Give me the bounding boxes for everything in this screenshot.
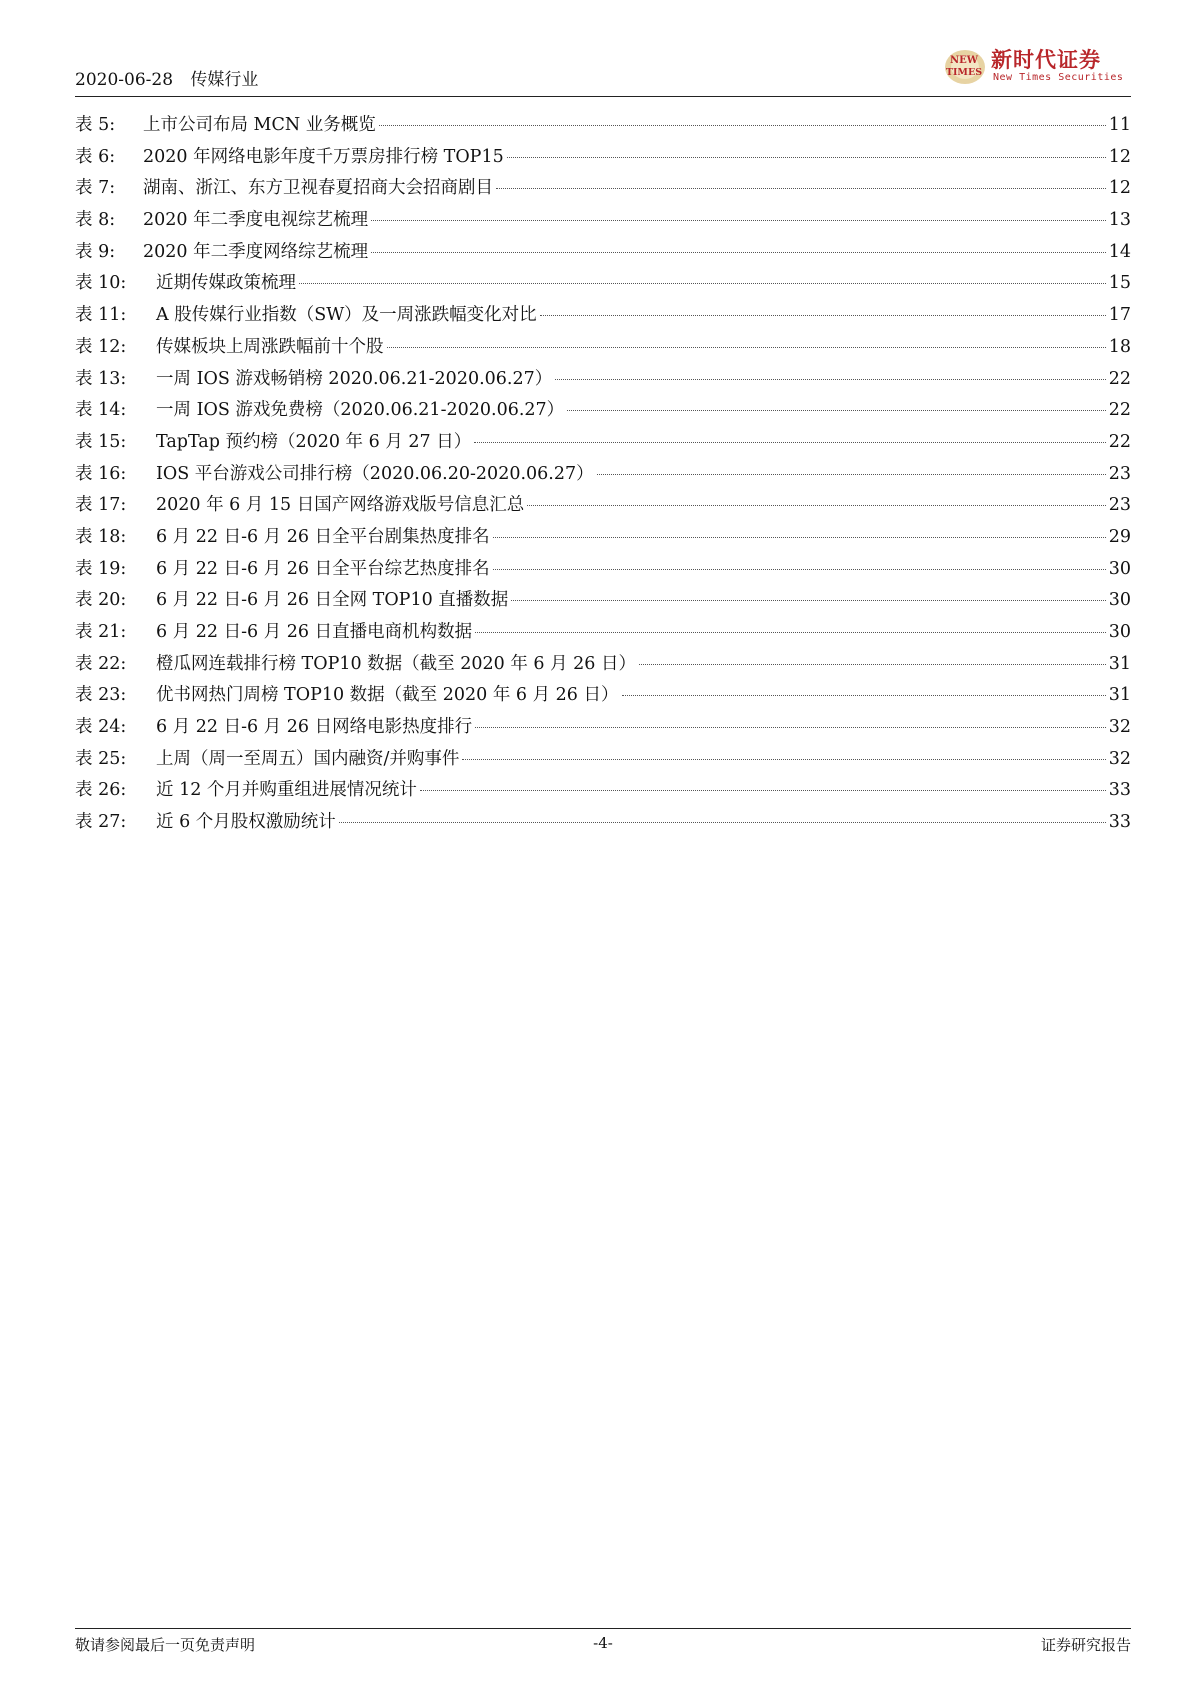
toc-dot-leader: [540, 315, 1106, 316]
toc-entry[interactable]: [75, 238, 1131, 270]
toc-entry-title[interactable]: TapTap 预约榜（2020 年 6 月 27 日）: [156, 431, 472, 452]
toc-entry[interactable]: [75, 428, 1131, 460]
toc-entry-page[interactable]: 17: [1108, 305, 1131, 326]
toc-dot-leader: [639, 664, 1106, 665]
toc-entry[interactable]: [75, 618, 1131, 650]
toc-entry[interactable]: [75, 460, 1131, 492]
toc-entry-page[interactable]: 31: [1108, 653, 1131, 674]
toc-entry-page[interactable]: 29: [1108, 526, 1131, 547]
logo-english-name: New Times Securities: [993, 72, 1124, 83]
toc-entry[interactable]: [75, 776, 1131, 808]
table-of-contents: [75, 111, 1131, 840]
toc-entry-label: 表 24:: [75, 717, 127, 738]
toc-entry-page[interactable]: 31: [1108, 685, 1131, 706]
toc-entry-page[interactable]: 12: [1108, 146, 1131, 167]
toc-entry[interactable]: [75, 111, 1131, 143]
toc-dot-leader: [462, 759, 1105, 760]
toc-entry-label: 表 20:: [75, 590, 127, 611]
toc-dot-leader: [527, 505, 1105, 506]
toc-entry-title[interactable]: 2020 年二季度电视综艺梳理: [143, 210, 369, 231]
svg-text:TIMES: TIMES: [945, 67, 983, 78]
toc-entry-label: 表 14:: [75, 400, 127, 421]
toc-entry-title[interactable]: 6 月 22 日-6 月 26 日全平台剧集热度排名: [156, 526, 490, 547]
toc-entry-title[interactable]: 一周 IOS 游戏畅销榜 2020.06.21-2020.06.27）: [156, 368, 553, 389]
toc-entry-page[interactable]: 30: [1108, 590, 1131, 611]
toc-entry-title[interactable]: 上市公司布局 MCN 业务概览: [143, 115, 376, 135]
toc-entry-title[interactable]: 近 6 个月股权激励统计: [156, 812, 336, 833]
toc-entry-page[interactable]: 22: [1108, 431, 1131, 452]
toc-entry-title[interactable]: 2020 年网络电影年度千万票房排行榜 TOP15: [143, 146, 504, 167]
toc-entry-page[interactable]: 14: [1108, 241, 1131, 262]
toc-dot-leader: [387, 347, 1106, 348]
toc-entry-label: 表 11:: [75, 305, 127, 326]
page-footer: [75, 1634, 1131, 1658]
toc-entry[interactable]: [75, 808, 1131, 840]
toc-dot-leader: [507, 157, 1106, 158]
toc-entry-label: 表 25:: [75, 748, 127, 769]
toc-entry-label: 表 15:: [75, 431, 127, 452]
toc-dot-leader: [622, 695, 1106, 696]
toc-entry-title[interactable]: 2020 年二季度网络综艺梳理: [143, 241, 369, 262]
toc-entry-title[interactable]: 6 月 22 日-6 月 26 日直播电商机构数据: [156, 622, 473, 642]
report-sector: 传媒行业: [190, 70, 259, 90]
toc-dot-leader: [493, 569, 1106, 570]
toc-entry-title[interactable]: 优书网热门周榜 TOP10 数据（截至 2020 年 6 月 26 日）: [156, 685, 619, 706]
toc-entry[interactable]: [75, 745, 1131, 777]
toc-entry[interactable]: [75, 396, 1131, 428]
report-date: 2020-06-28: [75, 70, 174, 90]
toc-entry-label: 表 17:: [75, 495, 127, 516]
svg-text:NEW: NEW: [950, 55, 978, 66]
header-divider: [75, 96, 1131, 97]
toc-entry-title[interactable]: 橙瓜网连载排行榜 TOP10 数据（截至 2020 年 6 月 26 日）: [156, 653, 637, 674]
toc-entry-page[interactable]: 15: [1108, 273, 1131, 294]
toc-entry-label: 表 26:: [75, 780, 127, 801]
toc-dot-leader: [339, 822, 1106, 823]
toc-entry[interactable]: [75, 491, 1131, 523]
toc-dot-leader: [474, 442, 1106, 443]
toc-entry-label: 表 10:: [75, 273, 127, 294]
toc-entry[interactable]: [75, 269, 1131, 301]
footer-divider: [75, 1628, 1131, 1629]
toc-entry-page[interactable]: 23: [1108, 495, 1131, 516]
toc-entry-label: 表 13:: [75, 368, 127, 389]
toc-entry-title[interactable]: 一周 IOS 游戏免费榜（2020.06.21-2020.06.27）: [156, 400, 565, 421]
toc-entry-label: 表 22:: [75, 653, 127, 674]
disclaimer-note: 敬请参阅最后一页免责声明: [75, 1636, 256, 1654]
toc-entry[interactable]: [75, 333, 1131, 365]
toc-dot-leader: [567, 410, 1106, 411]
toc-entry-title[interactable]: 近 12 个月并购重组进展情况统计: [156, 780, 417, 801]
toc-entry[interactable]: [75, 365, 1131, 397]
toc-entry-page[interactable]: 13: [1108, 210, 1131, 231]
toc-entry[interactable]: [75, 586, 1131, 618]
toc-dot-leader: [493, 537, 1106, 538]
toc-dot-leader: [379, 125, 1106, 126]
toc-entry-title[interactable]: IOS 平台游戏公司排行榜（2020.06.20-2020.06.27）: [156, 463, 594, 484]
company-logo: [941, 42, 1131, 92]
toc-dot-leader: [371, 220, 1106, 221]
header-info: [75, 65, 270, 90]
toc-entry[interactable]: [75, 523, 1131, 555]
toc-dot-leader: [511, 600, 1105, 601]
toc-entry[interactable]: [75, 713, 1131, 745]
toc-dot-leader: [475, 632, 1106, 633]
toc-entry-page[interactable]: 33: [1108, 780, 1131, 801]
toc-entry-title[interactable]: 上周（周一至周五）国内融资/并购事件: [156, 748, 460, 769]
toc-entry-page[interactable]: 32: [1108, 748, 1131, 769]
toc-entry[interactable]: [75, 301, 1131, 333]
toc-entry-label: 表 21:: [75, 622, 127, 642]
toc-entry-page[interactable]: 32: [1108, 717, 1131, 738]
toc-entry-page[interactable]: 22: [1108, 400, 1131, 421]
toc-entry-label: 表 8:: [75, 210, 116, 231]
toc-entry-page[interactable]: 18: [1108, 336, 1131, 357]
logo-chinese-name: 新时代证券: [991, 47, 1101, 72]
toc-dot-leader: [555, 379, 1105, 380]
toc-entry-title[interactable]: 近期传媒政策梳理: [156, 273, 296, 294]
toc-entry-label: 表 6:: [75, 146, 116, 167]
toc-entry-title[interactable]: 湖南、浙江、东方卫视春夏招商大会招商剧目: [143, 178, 493, 199]
toc-entry-label: 表 23:: [75, 685, 127, 706]
toc-entry-title[interactable]: 6 月 22 日-6 月 26 日全平台综艺热度排名: [156, 558, 490, 579]
toc-entry[interactable]: [75, 206, 1131, 238]
toc-entry-title[interactable]: 6 月 22 日-6 月 26 日全网 TOP10 直播数据: [156, 590, 509, 611]
toc-entry[interactable]: [75, 681, 1131, 713]
toc-entry-title[interactable]: 6 月 22 日-6 月 26 日网络电影热度排行: [156, 717, 473, 738]
toc-dot-leader: [299, 283, 1106, 284]
toc-entry-page[interactable]: 22: [1108, 368, 1131, 389]
toc-entry[interactable]: [75, 650, 1131, 682]
toc-entry-page[interactable]: 11: [1108, 115, 1131, 135]
toc-entry-title[interactable]: A 股传媒行业指数（SW）及一周涨跌幅变化对比: [156, 305, 537, 326]
toc-dot-leader: [496, 188, 1106, 189]
toc-entry-label: 表 5:: [75, 115, 116, 135]
toc-entry-page[interactable]: 12: [1108, 178, 1131, 199]
toc-dot-leader: [371, 252, 1106, 253]
toc-entry[interactable]: [75, 555, 1131, 587]
report-type: 证券研究报告: [1040, 1636, 1131, 1654]
page-number: -4-: [593, 1634, 613, 1652]
toc-entry-page[interactable]: 33: [1108, 812, 1131, 833]
toc-entry-label: 表 9:: [75, 241, 116, 262]
new-times-logo-icon: [941, 46, 987, 86]
toc-entry-page[interactable]: 30: [1108, 558, 1131, 579]
toc-entry-label: 表 16:: [75, 463, 127, 484]
toc-dot-leader: [475, 727, 1106, 728]
toc-entry-label: 表 12:: [75, 336, 127, 357]
toc-entry[interactable]: [75, 143, 1131, 175]
toc-entry[interactable]: [75, 174, 1131, 206]
toc-entry-title[interactable]: 传媒板块上周涨跌幅前十个股: [156, 336, 384, 357]
toc-dot-leader: [597, 474, 1106, 475]
toc-entry-label: 表 7:: [75, 178, 116, 199]
toc-entry-page[interactable]: 23: [1108, 463, 1131, 484]
toc-entry-page[interactable]: 30: [1108, 622, 1131, 642]
toc-entry-label: 表 27:: [75, 812, 127, 833]
page-header: [75, 40, 1131, 96]
toc-entry-label: 表 18:: [75, 526, 127, 547]
toc-dot-leader: [420, 790, 1106, 791]
toc-entry-label: 表 19:: [75, 558, 127, 579]
toc-entry-title[interactable]: 2020 年 6 月 15 日国产网络游戏版号信息汇总: [156, 495, 525, 516]
